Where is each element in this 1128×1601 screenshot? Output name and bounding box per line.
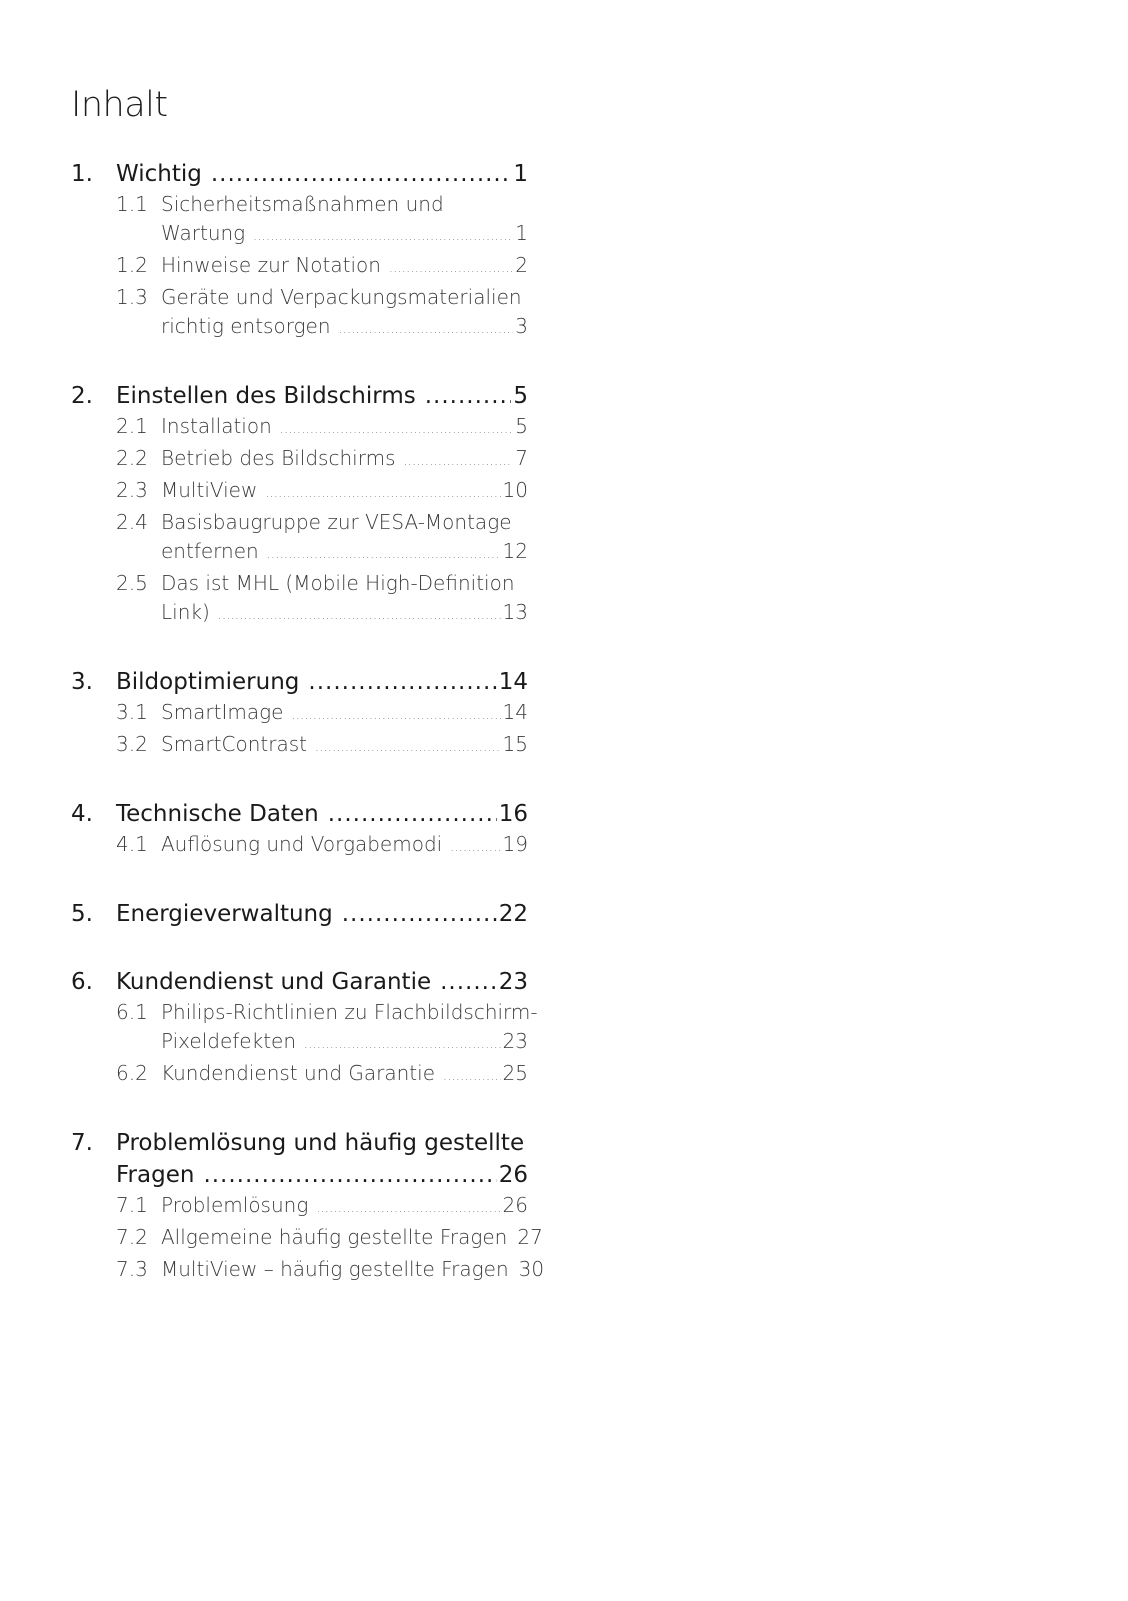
section-title: Installation <box>161 414 272 438</box>
section-entry-line <box>161 698 528 730</box>
section-row[interactable] <box>116 283 528 344</box>
section-title: Auflösung und Vorgabemodi <box>161 832 443 856</box>
section-page-number: 25 <box>502 1061 528 1085</box>
section-row[interactable] <box>116 476 528 508</box>
toc-chapter <box>71 966 538 1091</box>
section-entry-line <box>161 1059 528 1091</box>
section-row[interactable] <box>116 508 528 569</box>
chapter-entry-line <box>116 898 528 930</box>
section-number: 3.2 <box>116 732 148 756</box>
dot-leader <box>211 158 512 190</box>
dot-leader <box>218 601 501 630</box>
section-number: 2.4 <box>116 510 148 534</box>
section-entry-line <box>161 444 528 476</box>
section-title-line: Das ist MHL (Mobile High-Definition <box>161 571 515 595</box>
section-title: Link) <box>161 600 210 624</box>
dot-leader <box>203 1159 496 1191</box>
section-row[interactable] <box>116 251 528 283</box>
section-page-number: 1 <box>515 221 528 245</box>
chapter-entry-line <box>116 158 528 190</box>
chapter-number: 5. <box>71 901 93 927</box>
section-page-number: 10 <box>502 478 528 502</box>
section-title: SmartImage <box>161 700 284 724</box>
section-page-number: 27 <box>517 1225 543 1249</box>
section-number: 6.2 <box>116 1061 148 1085</box>
chapter-number: 2. <box>71 383 93 409</box>
section-title-block <box>161 1059 528 1091</box>
chapter-number: 4. <box>71 801 93 827</box>
section-number: 1.1 <box>116 192 148 216</box>
chapter-number: 6. <box>71 969 93 995</box>
page-title: Inhalt <box>71 85 168 125</box>
section-title-line: Philips-Richtlinien zu Flachbildschirm- <box>161 1000 538 1024</box>
section-entry-line <box>161 476 528 508</box>
chapter-row[interactable] <box>71 158 528 190</box>
section-row[interactable] <box>116 190 528 251</box>
dot-leader <box>308 666 496 698</box>
section-row[interactable] <box>116 1191 528 1223</box>
dot-leader <box>267 540 501 569</box>
section-row[interactable] <box>116 1255 545 1287</box>
section-number: 7.3 <box>116 1257 148 1281</box>
chapter-page-number: 1 <box>513 161 528 187</box>
chapter-title: Energieverwaltung <box>116 901 333 927</box>
section-number: 1.3 <box>116 285 148 309</box>
chapter-title-block <box>116 798 528 830</box>
section-title-block <box>161 1223 543 1255</box>
section-title: Hinweise zur Notation <box>161 253 381 277</box>
section-number: 7.1 <box>116 1193 148 1217</box>
dot-leader <box>339 315 514 344</box>
chapter-entry-line <box>116 798 528 830</box>
section-row[interactable] <box>116 730 528 762</box>
section-row[interactable] <box>116 698 528 730</box>
dot-leader <box>316 1194 500 1223</box>
section-page-number: 15 <box>502 732 528 756</box>
dot-leader <box>443 1062 501 1091</box>
section-number: 2.3 <box>116 478 148 502</box>
chapter-page-number: 16 <box>498 801 528 827</box>
section-entry-line <box>161 1255 545 1287</box>
section-entry-line <box>161 219 528 251</box>
section-row[interactable] <box>116 998 538 1059</box>
section-page-number: 14 <box>502 700 528 724</box>
section-title-block <box>161 730 528 762</box>
section-entry-line <box>161 412 528 444</box>
dot-leader <box>342 898 497 930</box>
section-title-block <box>161 251 528 283</box>
chapter-title: Technische Daten <box>116 801 319 827</box>
chapter-number: 7. <box>71 1130 93 1156</box>
section-title: richtig entsorgen <box>161 314 331 338</box>
section-number: 7.2 <box>116 1225 148 1249</box>
chapter-row[interactable] <box>71 666 528 698</box>
dot-leader <box>265 479 500 508</box>
section-entry-line <box>161 251 528 283</box>
dot-leader <box>291 701 500 730</box>
chapter-title-line: Problemlösung und häufig gestellte <box>116 1130 525 1156</box>
section-page-number: 3 <box>515 314 528 338</box>
toc-chapter <box>71 798 528 862</box>
section-title-line: Basisbaugruppe zur VESA-Montage <box>161 510 512 534</box>
section-row[interactable] <box>116 444 528 476</box>
section-title-block <box>161 998 538 1059</box>
chapter-row[interactable] <box>71 798 528 830</box>
chapter-page-number: 5 <box>513 383 528 409</box>
section-title-line: Sicherheitsmaßnahmen und <box>161 192 444 216</box>
section-number: 2.1 <box>116 414 148 438</box>
section-number: 1.2 <box>116 253 148 277</box>
dot-leader <box>280 415 513 444</box>
section-title-block <box>161 476 528 508</box>
section-number: 2.2 <box>116 446 148 470</box>
chapter-title-block <box>116 1127 528 1191</box>
section-title-block <box>161 190 528 251</box>
chapter-page-number: 22 <box>498 901 528 927</box>
chapter-entry-line <box>116 666 528 698</box>
section-page-number: 30 <box>518 1257 545 1281</box>
section-page-number: 23 <box>502 1029 528 1053</box>
dot-leader <box>328 798 497 830</box>
section-row[interactable] <box>116 830 528 862</box>
dot-leader <box>253 222 513 251</box>
chapter-title-block <box>116 666 528 698</box>
chapter-title-block <box>116 898 528 930</box>
section-row[interactable] <box>116 1059 528 1091</box>
section-title: Wartung <box>161 221 246 245</box>
section-title: MultiView – häufig gestellte Fragen <box>161 1257 509 1281</box>
dot-leader <box>450 833 500 862</box>
section-page-number: 2 <box>515 253 528 277</box>
chapter-title: Einstellen des Bildschirms <box>116 383 416 409</box>
chapter-page-number: 26 <box>498 1162 528 1188</box>
dot-leader <box>440 966 497 998</box>
chapter-entry-line <box>116 1159 528 1191</box>
chapter-title: Wichtig <box>116 161 202 187</box>
section-page-number: 7 <box>515 446 528 470</box>
chapter-number: 3. <box>71 669 93 695</box>
section-row[interactable] <box>116 569 528 630</box>
toc-chapter <box>71 1127 545 1287</box>
section-entry-line <box>161 537 528 569</box>
section-entry-line <box>161 730 528 762</box>
chapter-page-number: 14 <box>498 669 528 695</box>
chapter-entry-line <box>116 966 528 998</box>
section-title-block <box>161 444 528 476</box>
chapter-title: Fragen <box>116 1162 195 1188</box>
dot-leader <box>425 380 512 412</box>
dot-leader <box>304 1030 501 1059</box>
section-row[interactable] <box>116 412 528 444</box>
section-page-number: 12 <box>502 539 528 563</box>
section-title-block <box>161 283 528 344</box>
section-title: Kundendienst und Garantie <box>161 1061 436 1085</box>
chapter-row[interactable] <box>71 898 528 930</box>
section-title: SmartContrast <box>161 732 307 756</box>
chapter-row[interactable] <box>71 966 528 998</box>
section-title-block <box>161 1255 545 1287</box>
chapter-row[interactable] <box>71 1127 528 1191</box>
dot-leader <box>389 254 513 283</box>
section-page-number: 26 <box>502 1193 528 1217</box>
section-title-block <box>161 1191 528 1223</box>
section-title-block <box>161 569 528 630</box>
section-title: Betrieb des Bildschirms <box>161 446 396 470</box>
section-title-block <box>161 698 528 730</box>
chapter-title: Bildoptimierung <box>116 669 300 695</box>
section-title: Problemlösung <box>161 1193 309 1217</box>
dot-leader <box>403 447 513 476</box>
section-number: 4.1 <box>116 832 148 856</box>
chapter-number: 1. <box>71 161 93 187</box>
section-title: Pixeldefekten <box>161 1029 297 1053</box>
section-number: 3.1 <box>116 700 148 724</box>
section-entry-line <box>161 1191 528 1223</box>
chapter-title-block <box>116 966 528 998</box>
section-row[interactable] <box>116 1223 543 1255</box>
chapter-entry-line <box>116 380 528 412</box>
section-page-number: 13 <box>502 600 528 624</box>
dot-leader <box>315 733 501 762</box>
section-title-line: Geräte und Verpackungsmaterialien <box>161 285 522 309</box>
section-entry-line <box>161 1223 543 1255</box>
section-entry-line <box>161 830 528 862</box>
chapter-title: Kundendienst und Garantie <box>116 969 432 995</box>
section-entry-line <box>161 598 528 630</box>
section-title: MultiView <box>161 478 258 502</box>
toc-chapter <box>71 898 528 930</box>
section-title-block <box>161 508 528 569</box>
section-title-block <box>161 830 528 862</box>
section-title-block <box>161 412 528 444</box>
section-page-number: 5 <box>515 414 528 438</box>
chapter-title-block <box>116 158 528 190</box>
section-number: 6.1 <box>116 1000 148 1024</box>
toc-chapter <box>71 666 528 762</box>
section-number: 2.5 <box>116 571 148 595</box>
section-entry-line <box>161 312 528 344</box>
section-entry-line <box>161 1027 528 1059</box>
chapter-title-block <box>116 380 528 412</box>
section-title: entfernen <box>161 539 259 563</box>
section-page-number: 19 <box>502 832 528 856</box>
chapter-row[interactable] <box>71 380 528 412</box>
chapter-page-number: 23 <box>498 969 528 995</box>
section-title: Allgemeine häufig gestellte Fragen <box>161 1225 508 1249</box>
toc-chapter <box>71 380 528 630</box>
table-of-contents <box>71 158 545 1323</box>
toc-chapter <box>71 158 528 344</box>
